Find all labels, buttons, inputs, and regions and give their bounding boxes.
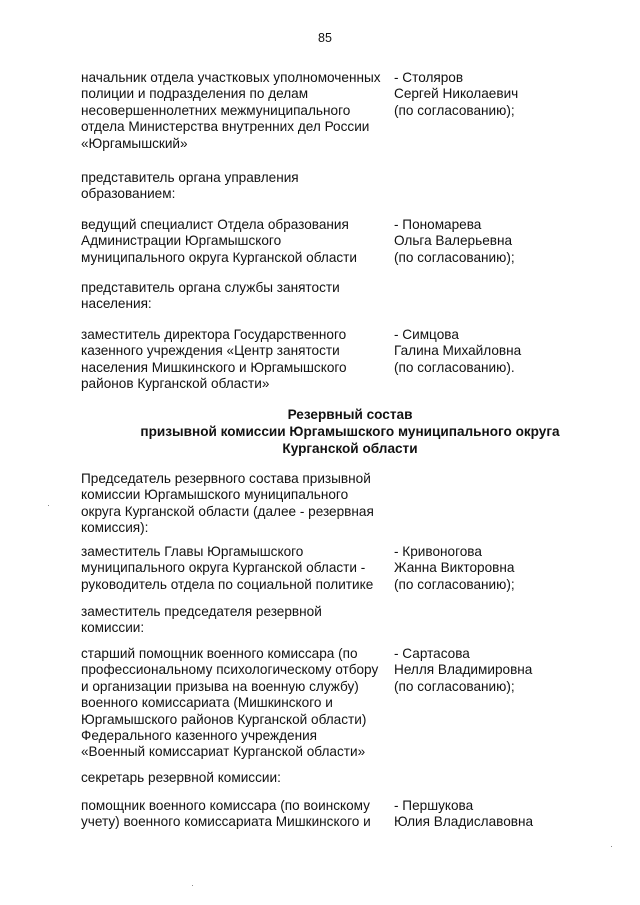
entry-role: Председатель резервного состава призывной комиссии Юргамышского муниципального округа Курганской области (далее - резервная комиссия): [81, 471, 374, 536]
section-title-reserve: Резервный состав призывной комиссии Юргамышского муниципального округа Курганской области [140, 407, 560, 456]
page-number: 85 [318, 31, 332, 45]
entry-person: - Пономарева Ольга Валерьевна (по согласованию); [394, 217, 515, 265]
entry-person: - Сартасова Нелля Владимировна (по согласованию); [394, 646, 533, 694]
entry-role: начальник отдела участковых уполномоченных полиции и подразделения по делам несовершеннолетних межмуниципального отдела Министерства внутренних дел России «Юргамышский» [81, 70, 381, 151]
scan-speck [192, 885, 193, 886]
entry-role: старший помощник военного комиссара (по профессиональному психологическому отбору и организации призыва на военную службу) военного комиссариата (Мишкинского и Юргамышского районов Курганской области) Федерального казенного учреждения «Военный комиссариат Курганской области» [81, 646, 379, 760]
entry-person: - Кривоногова Жанна Викторовна (по согласованию); [394, 544, 515, 592]
entry-role: помощник военного комиссара (по воинскому учету) военного комиссариата Мишкинского и [81, 798, 371, 830]
entry-role: заместитель директора Государственного казенного учреждения «Центр занятости населения Мишкинского и Юргамышского районов Курганской области» [81, 327, 347, 392]
entry-role: заместитель председателя резервной комиссии: [81, 604, 322, 636]
entry-person: - Першукова Юлия Владиславовна [394, 798, 534, 830]
entry-person: - Симцова Галина Михайловна (по согласованию). [394, 327, 522, 375]
scan-speck [611, 846, 612, 847]
entry-role: секретарь резервной комиссии: [81, 770, 281, 785]
entry-role: представитель органа управления образованием: [81, 170, 299, 202]
entry-role: представитель органа службы занятости населения: [81, 280, 340, 312]
scan-speck [48, 505, 49, 506]
entry-role: заместитель Главы Юргамышского муниципального округа Курганской области - руководитель отдела по социальной политике [81, 544, 374, 592]
entry-role: ведущий специалист Отдела образования Администрации Юргамышского муниципального округа Курганской области [81, 217, 358, 265]
entry-person: - Столяров Сергей Николаевич (по согласованию); [394, 70, 519, 118]
